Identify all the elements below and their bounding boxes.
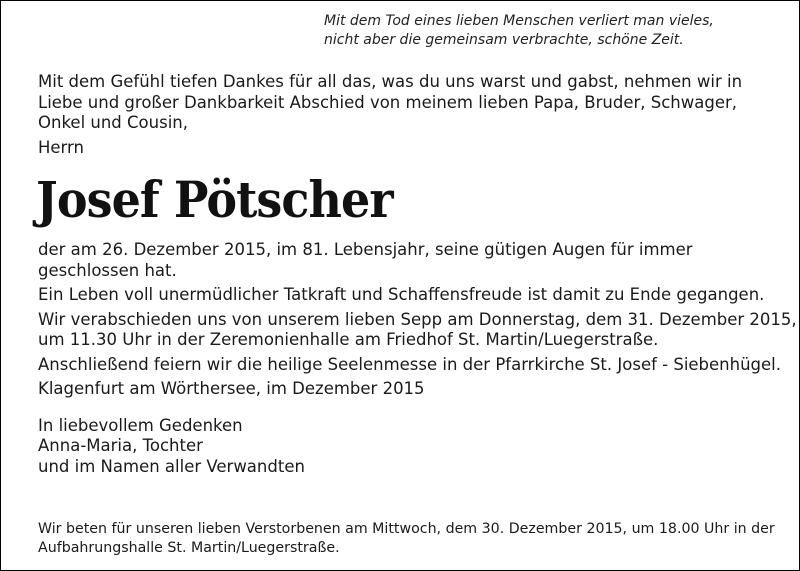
prayer-line-2: Aufbahrungshalle St. Martin/Luegerstraße. (38, 540, 340, 556)
mourners-line-2: Anna-Maria, Tochter (38, 436, 203, 455)
motto-quote (324, 12, 714, 50)
farewell-line-2: um 11.30 Uhr in der Zeremonienhalle am Friedhof St. Martin/Luegerstraße. (38, 330, 659, 349)
mourners-line-1: In liebevollem Gedenken (38, 415, 243, 435)
mass-statement: Anschließend feiern wir die heilige Seelenmesse in der Pfarrkirche St. Josef - Siebenhügel. (38, 354, 782, 374)
death-line-2: geschlossen hat. (38, 260, 177, 280)
farewell-line-1: Wir verabschieden uns von unserem lieben Sepp am Donnerstag, dem 31. Dezember 2015, (38, 309, 797, 329)
deceased-name: Josef Pötscher (36, 170, 393, 229)
motto-line-1: Mit dem Tod eines lieben Menschen verliert man vieles, (324, 13, 714, 29)
death-paragraph (38, 240, 778, 281)
motto-line-2: nicht aber die gemeinsam verbrachte, schöne Zeit. (324, 32, 684, 48)
place-date: Klagenfurt am Wörthersee, im Dezember 2015 (38, 379, 425, 398)
death-line-1: der am 26. Dezember 2015, im 81. Lebensjahr, seine gütigen Augen für immer (38, 240, 693, 259)
intro-line-2: Liebe und großer Dankbarkeit Abschied von meinem lieben Papa, Bruder, Schwager, (38, 92, 738, 112)
life-statement: Ein Leben voll unermüdlicher Tatkraft und Schaffensfreude ist damit zu Ende gegangen. (38, 285, 765, 304)
intro-line-3: Onkel und Cousin, (38, 113, 188, 132)
notice-body (36, 72, 797, 477)
mourners-block (38, 416, 778, 478)
intro-line-1: Mit dem Gefühl tiefen Dankes für all das, was du uns warst und gabst, nehmen wir in (38, 72, 743, 91)
intro-paragraph (38, 72, 778, 134)
mourners-line-3: und im Namen aller Verwandten (38, 456, 305, 476)
farewell-paragraph (38, 309, 797, 351)
prayer-line-1: Wir beten für unseren lieben Verstorbenen am Mittwoch, dem 30. Dezember 2015, um 18.00 Uhr in der (38, 521, 775, 537)
prayer-note (38, 520, 788, 558)
salutation: Herrn (38, 137, 85, 157)
